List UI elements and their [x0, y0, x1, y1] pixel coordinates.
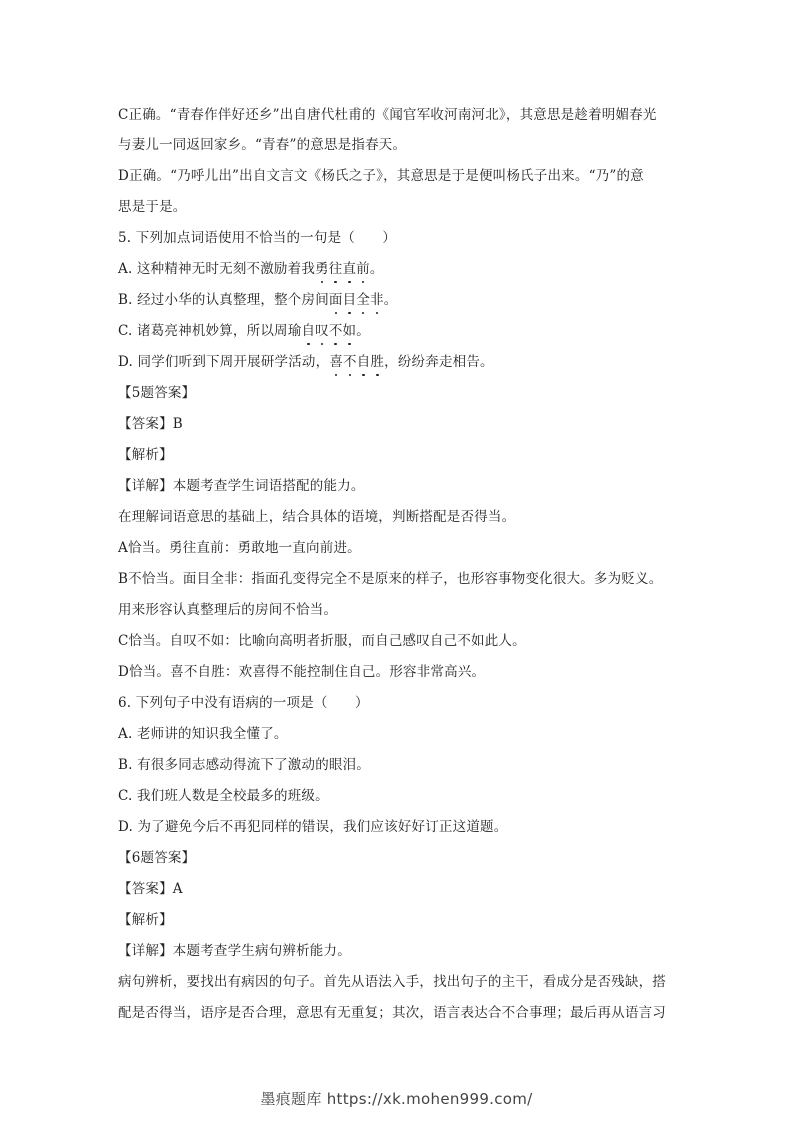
dotted-char: 喜: [329, 354, 344, 370]
dotted-char: 目: [342, 292, 357, 308]
explanation-line: A恰当。勇往直前：勇敢地一直向前进。: [118, 540, 361, 556]
dotted-char: 往: [328, 261, 343, 277]
explanation-line: 配是否得当，语序是否合理，意思有无重复；其次，语言表达合不合事理；最后再从语言习: [118, 1005, 666, 1021]
dotted-char: 自: [301, 323, 316, 339]
answer: 【答案】A: [118, 881, 183, 897]
question-6-option-a: A. 老师讲的知识我全懂了。: [118, 726, 288, 742]
question-5-option-b: [118, 291, 397, 309]
dotted-char: 非: [370, 292, 384, 308]
option-text: B. 经过小华的认真整理，整个房间: [118, 292, 329, 308]
explanation-line: B不恰当。面目全非：指面孔变得完全不是原来的样子，也形容事物变化很大。多为贬义。: [118, 571, 663, 587]
explanation-line: D恰当。喜不自胜：欢喜得不能控制住自己。形容非常高兴。: [118, 664, 486, 680]
detail-label: 【详解】本题考查学生病句辨析能力。: [118, 943, 351, 959]
question-5-option-d: [118, 353, 494, 371]
dotted-char: 不: [343, 354, 357, 370]
option-text: 。: [383, 292, 398, 308]
question-5-option-a: [118, 260, 384, 278]
answer-header: 【5题答案】: [118, 385, 196, 401]
dotted-char: 直: [342, 261, 357, 277]
question-6-option-b: B. 有很多同志感动得流下了激动的眼泪。: [118, 757, 371, 773]
option-text: A. 这种精神无时无刻不激励着我: [118, 261, 316, 277]
question-6-option-c: C. 我们班人数是全校最多的班级。: [118, 788, 329, 804]
option-text: C. 诸葛亮神机妙算，所以周瑜: [118, 323, 302, 339]
paragraph-line: D正确。“乃呼儿出”出自文言文《杨氏之子》，其意思是于是便叫杨氏子出来。“乃”的意: [118, 168, 644, 184]
dotted-char: 全: [356, 292, 371, 308]
answer: 【答案】B: [118, 416, 183, 432]
question-5-stem: 5. 下列加点词语使用不恰当的一句是（ ）: [118, 230, 397, 246]
question-6-option-d: D. 为了避免今后不再犯同样的错误，我们应该好好订正这道题。: [118, 819, 508, 835]
dotted-char: 勇: [315, 261, 329, 277]
paragraph-line: 与妻儿一同返回家乡。“青春”的意思是指春天。: [118, 137, 407, 153]
dotted-char: 不: [328, 323, 343, 339]
dotted-char: 自: [356, 354, 371, 370]
dotted-char: 叹: [315, 323, 329, 339]
option-text: 。: [369, 261, 384, 277]
option-text: D. 同学们听到下周开展研学活动，: [118, 354, 330, 370]
option-text: 。: [356, 323, 370, 339]
dotted-char: 面: [328, 292, 343, 308]
question-5-option-c: [118, 322, 370, 340]
footer-watermark: 墨痕题库 https://xk.mohen999.com/: [260, 1090, 533, 1108]
analysis-label: 【解析】: [118, 447, 173, 463]
detail-label: 【详解】本题考查学生词语搭配的能力。: [118, 478, 365, 494]
paragraph-line: C正确。“青春作伴好还乡”出自唐代杜甫的《闻官军收河南河北》，其意思是趁着明媚春光: [118, 107, 657, 123]
explanation-line: 在理解词语意思的基础上，结合具体的语境，判断搭配是否得当。: [118, 509, 516, 525]
answer-header: 【6题答案】: [118, 850, 196, 866]
explanation-line: 用来形容认真整理后的房间不恰当。: [118, 602, 338, 618]
dotted-char: 前: [356, 261, 370, 277]
question-6-stem: 6. 下列句子中没有语病的一项是（ ）: [118, 695, 369, 711]
analysis-label: 【解析】: [118, 912, 173, 928]
dotted-char: 胜: [370, 354, 385, 370]
dotted-char: 如: [342, 323, 357, 339]
explanation-line: C恰当。自叹不如：比喻向高明者折服，而自己感叹自己不如此人。: [118, 633, 526, 649]
paragraph-line: 思是于是。: [118, 199, 187, 215]
option-text: ，纷纷奔走相告。: [384, 354, 494, 370]
explanation-line: 病句辨析，要找出有病因的句子。首先从语法入手，找出句子的主干，看成分是否残缺，搭: [118, 974, 666, 990]
